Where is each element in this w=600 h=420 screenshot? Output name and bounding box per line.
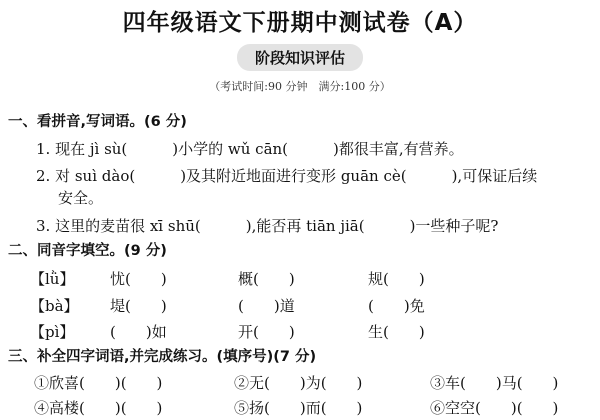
fill-blank: 堤( ) — [110, 297, 167, 315]
fill-blank: ( )免 — [368, 297, 425, 315]
pinyin-label: 【pì】 — [30, 323, 75, 341]
idiom-item: ④高楼( )( ) — [34, 399, 163, 417]
idiom-item: ⑥空空( )( ) — [430, 399, 559, 417]
idiom-item: ②无( )为( ) — [234, 374, 363, 392]
question-1-2-cont: 安全。 — [58, 189, 104, 207]
question-1-3: 3. 这里的麦苗很 xī shū( ),能否再 tiān jiā( )一些种子呢? — [36, 217, 499, 235]
fill-blank: ( )如 — [110, 323, 167, 341]
section1-heading: 一、看拼音,写词语。(6 分) — [8, 114, 187, 130]
question-1-1: 1. 现在 jì sù( )小学的 wǔ cān( )都很丰富,有营养。 — [36, 140, 464, 158]
fill-blank: 概( ) — [238, 270, 295, 288]
subtitle: 阶段知识评估 — [237, 44, 363, 71]
fill-blank: 规( ) — [368, 270, 425, 288]
idiom-item: ③车( )马( ) — [430, 374, 559, 392]
fill-blank: 生( ) — [368, 323, 425, 341]
fill-blank: 开( ) — [238, 323, 295, 341]
section3-heading: 三、补全四字词语,并完成练习。(填序号)(7 分) — [8, 349, 317, 365]
idiom-item: ①欣喜( )( ) — [34, 374, 163, 392]
pinyin-label: 【lǜ】 — [30, 270, 75, 288]
idiom-item: ⑤扬( )而( ) — [234, 399, 363, 417]
pinyin-label: 【bà】 — [30, 297, 79, 315]
question-1-2: 2. 对 suì dào( )及其附近地面进行变形 guān cè( ),可保证后续 — [36, 167, 538, 185]
fill-blank: 忧( ) — [110, 270, 167, 288]
fill-blank: ( )道 — [238, 297, 295, 315]
section2-heading: 二、同音字填空。(9 分) — [8, 243, 167, 259]
exam-title: 四年级语文下册期中测试卷（A） — [122, 10, 478, 36]
subtitle-banner — [0, 44, 600, 71]
exam-info: （考试时间:90 分钟 满分:100 分） — [209, 80, 391, 93]
